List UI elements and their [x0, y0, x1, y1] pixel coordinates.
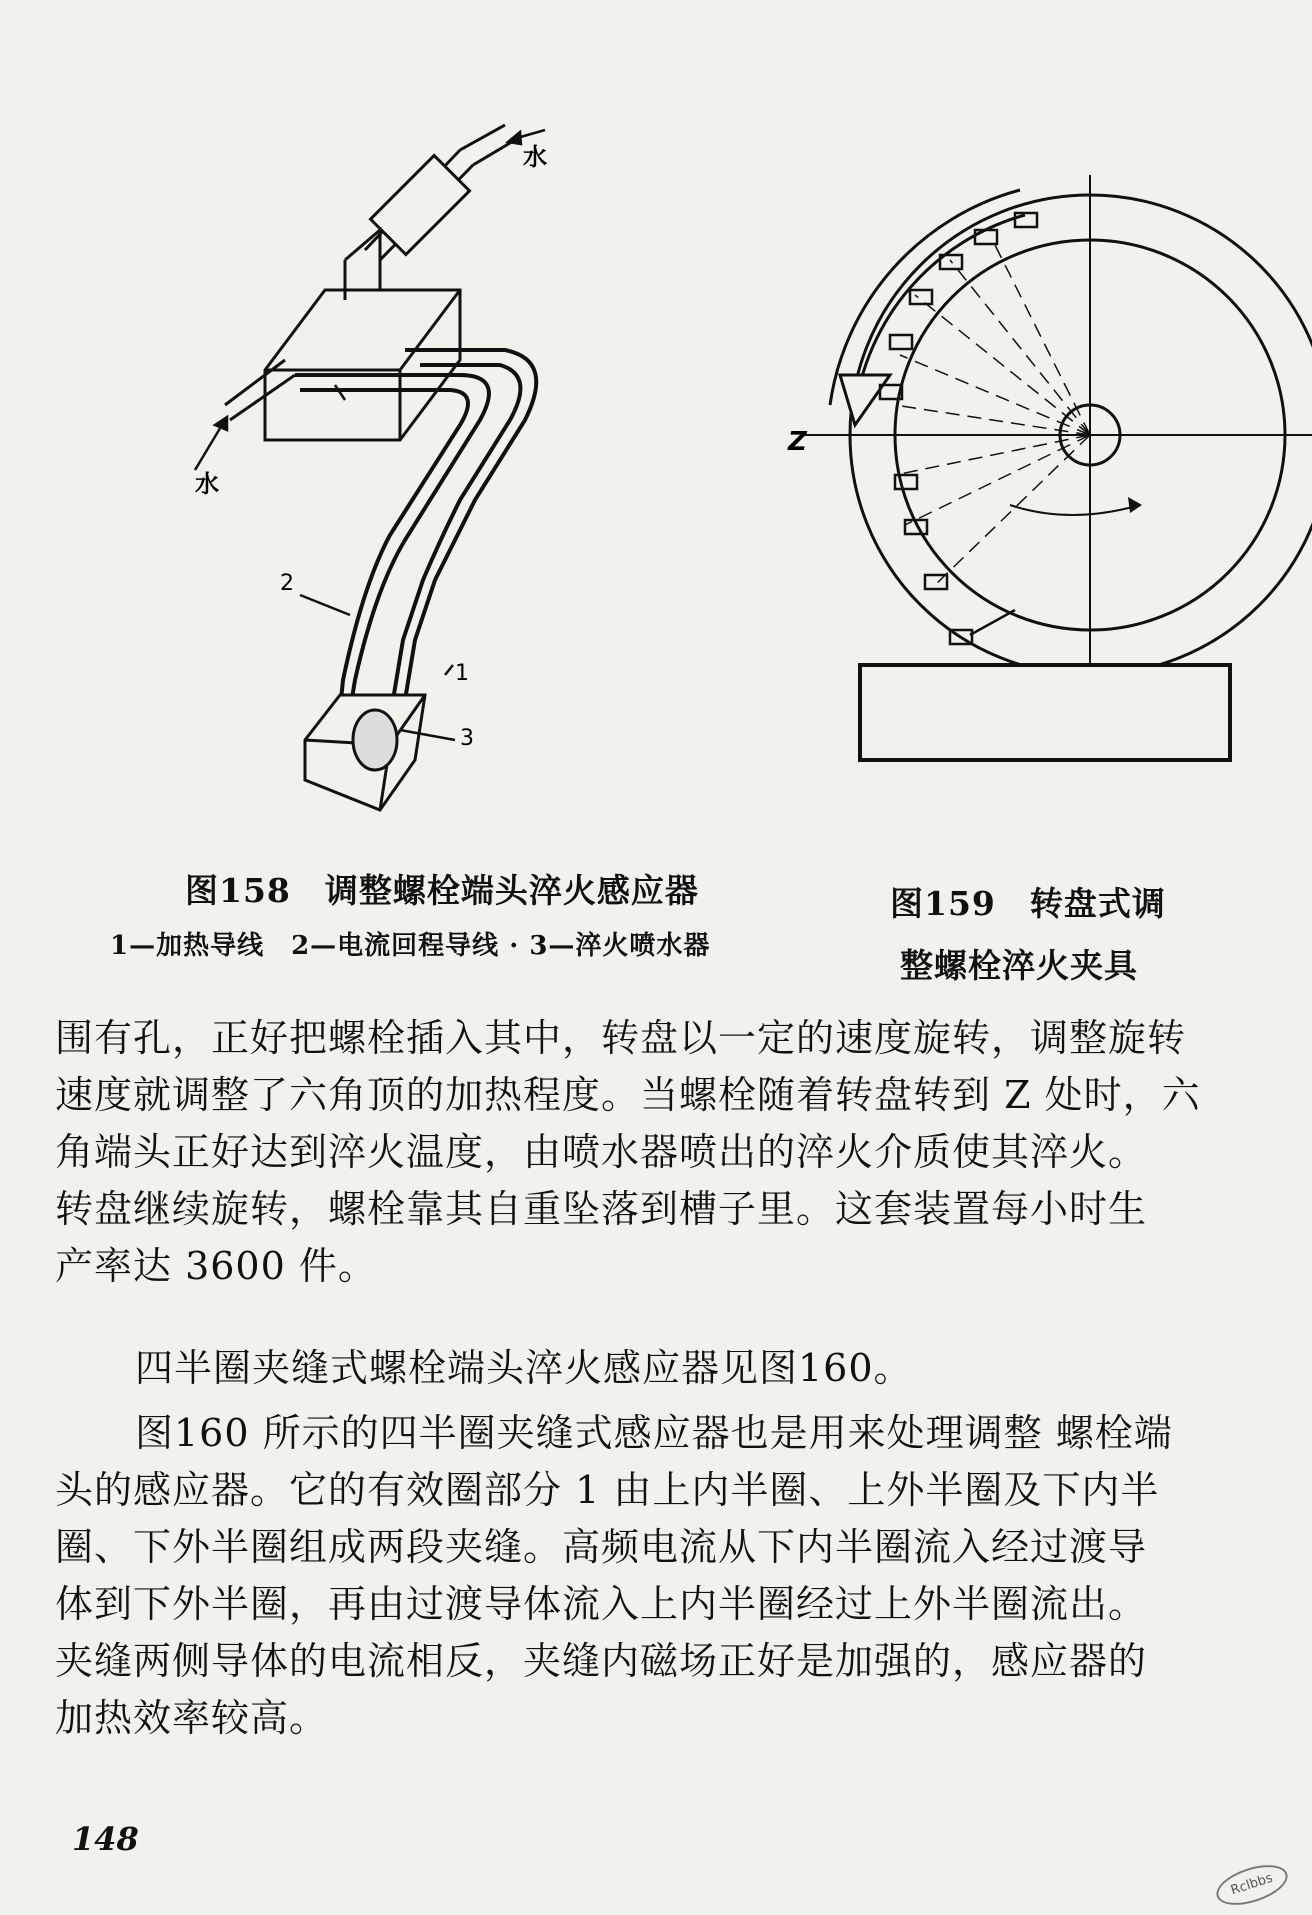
- paragraph-line: 转盘继续旋转，螺栓靠其自重坠落到槽子里。这套装置每小时生: [55, 1187, 1148, 1231]
- figure-158-inductor-drawing: [195, 120, 675, 840]
- paragraph-1: [55, 1010, 1275, 1295]
- page-number: 148: [72, 1820, 139, 1858]
- label-water-left: 水: [195, 470, 219, 498]
- paragraph-line: 加热效率较高。: [55, 1696, 329, 1740]
- paragraph-line: 圈、下外半圈组成两段夹缝。高频电流从下内半圈流入经过渡导: [55, 1525, 1148, 1569]
- paragraph-3: [55, 1405, 1275, 1747]
- callout-3: 3: [460, 726, 474, 751]
- figure-159-caption-line1: 图159 转盘式调: [890, 884, 1166, 923]
- paragraph-line: 头的感应器。它的有效圈部分 1 由上内半圈、上外半圈及下内半: [55, 1468, 1160, 1512]
- callout-1: 1: [455, 661, 469, 686]
- paragraph-line: 围有孔，正好把螺栓插入其中，转盘以一定的速度旋转，调整旋转: [55, 1016, 1187, 1060]
- figure-158-svg: [195, 120, 675, 840]
- paragraph-line: 四半圈夹缝式螺栓端头淬火感应器见图160。: [135, 1346, 913, 1390]
- paragraph-line: 体到下外半圈，再由过渡导体流入上内半圈经过上外半圈流出。: [55, 1582, 1148, 1626]
- figure-159-turntable-drawing: [770, 175, 1310, 795]
- figure-159-svg: [770, 175, 1310, 795]
- callout-2: 2: [280, 571, 294, 596]
- paragraph-line: 产率达 3600 件。: [55, 1244, 377, 1288]
- figure-158-caption: 图158 调整螺栓端头淬火感应器: [185, 871, 699, 910]
- z-marker: Z: [788, 427, 807, 457]
- paragraph-line: 夹缝两侧导体的电流相反，夹缝内磁场正好是加强的，感应器的: [55, 1639, 1148, 1683]
- paragraph-line: 图160 所示的四半圈夹缝式感应器也是用来处理调整 螺栓端: [135, 1411, 1173, 1455]
- label-water-top: 水: [523, 143, 547, 171]
- paragraph-line: 角端头正好达到淬火温度，由喷水器喷出的淬火介质使其淬火。: [55, 1130, 1148, 1174]
- figure-159-caption-line2: 整螺栓淬火夹具: [900, 946, 1138, 985]
- watermark-logo: Rclbbs: [1212, 1857, 1293, 1912]
- figure-158-legend: 1—加热导线 2—电流回程导线 · 3—淬火喷水器: [110, 931, 711, 961]
- paragraph-line: 速度就调整了六角顶的加热程度。当螺栓随着转盘转到 Z 处时，六: [55, 1073, 1201, 1117]
- paragraph-2: [55, 1340, 1275, 1397]
